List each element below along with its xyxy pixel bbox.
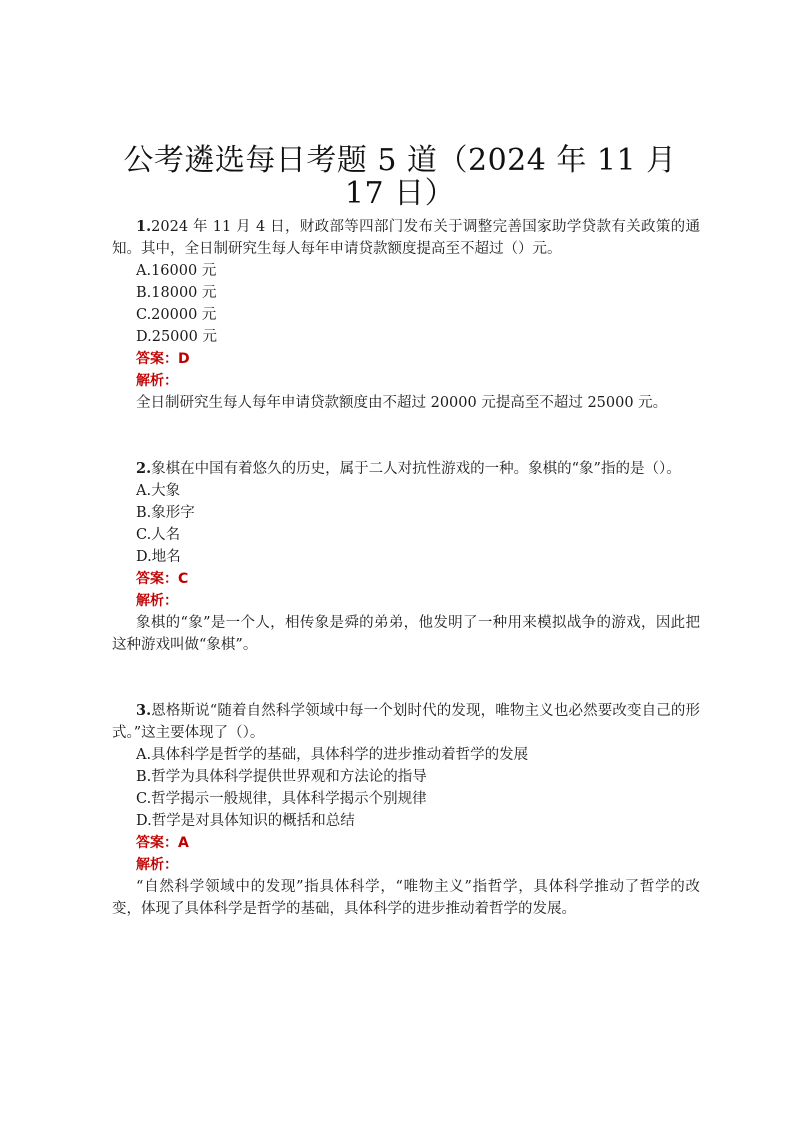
option-a: A.大象	[136, 483, 181, 499]
answer: 答案：C	[136, 571, 189, 587]
analysis-label: 解析：	[136, 593, 178, 609]
question-stem	[112, 216, 700, 260]
analysis-text: 全日制研究生每人每年申请贷款额度由不超过 20000 元提高至不超过 25000 元。	[136, 395, 668, 411]
question-number: 2.	[136, 460, 152, 477]
analysis-label: 解析：	[136, 857, 178, 873]
option-b: B.18000 元	[136, 285, 217, 301]
page-title: 公考遴选每日考题 5 道（2024 年 11 月 17 日）	[123, 143, 677, 211]
analysis-text: 象棋的“象”是一个人，相传象是舜的弟弟，他发明了一种用来模拟战争的游戏，因此把这种游戏叫做“象棋”。	[112, 615, 700, 653]
question-number: 1.	[136, 218, 152, 235]
question-spacer	[112, 656, 700, 700]
answer: 答案：D	[136, 351, 190, 367]
option-d: D.地名	[136, 549, 181, 565]
question-text: 2024 年 11 月 4 日，财政部等四部门发布关于调整完善国家助学贷款有关政策的通知。其中，全日制研究生每人每年申请贷款额度提高至不超过（）元。	[112, 219, 700, 257]
question-spacer	[112, 414, 700, 458]
question-stem	[112, 458, 700, 480]
option-a: A.具体科学是哲学的基础，具体科学的进步推动着哲学的发展	[136, 747, 529, 763]
analysis-text: “自然科学领域中的发现”指具体科学，“唯物主义”指哲学，具体科学推动了哲学的改变，体现了具体科学是哲学的基础，具体科学的进步推动着哲学的发展。	[112, 879, 700, 917]
question-1	[112, 216, 700, 414]
question-stem	[112, 700, 700, 744]
question-number: 3.	[136, 702, 152, 719]
option-d: D.哲学是对具体知识的概括和总结	[136, 813, 355, 829]
option-a: A.16000 元	[136, 263, 217, 279]
answer: 答案：A	[136, 835, 189, 851]
analysis-label: 解析：	[136, 373, 178, 389]
question-list	[112, 216, 700, 920]
option-c: C.哲学揭示一般规律，具体科学揭示个别规律	[136, 791, 427, 807]
option-c: C.人名	[136, 527, 181, 543]
option-b: B.象形字	[136, 505, 195, 521]
question-3	[112, 700, 700, 920]
question-text: 象棋在中国有着悠久的历史，属于二人对抗性游戏的一种。象棋的“象”指的是（）。	[151, 461, 681, 477]
question-text: 恩格斯说“随着自然科学领域中每一个划时代的发现，唯物主义也必然要改变自己的形式。”这主要体现了（）。	[112, 703, 700, 741]
question-2	[112, 458, 700, 656]
option-c: C.20000 元	[136, 307, 217, 323]
option-d: D.25000 元	[136, 329, 217, 345]
option-b: B.哲学为具体科学提供世界观和方法论的指导	[136, 769, 427, 785]
